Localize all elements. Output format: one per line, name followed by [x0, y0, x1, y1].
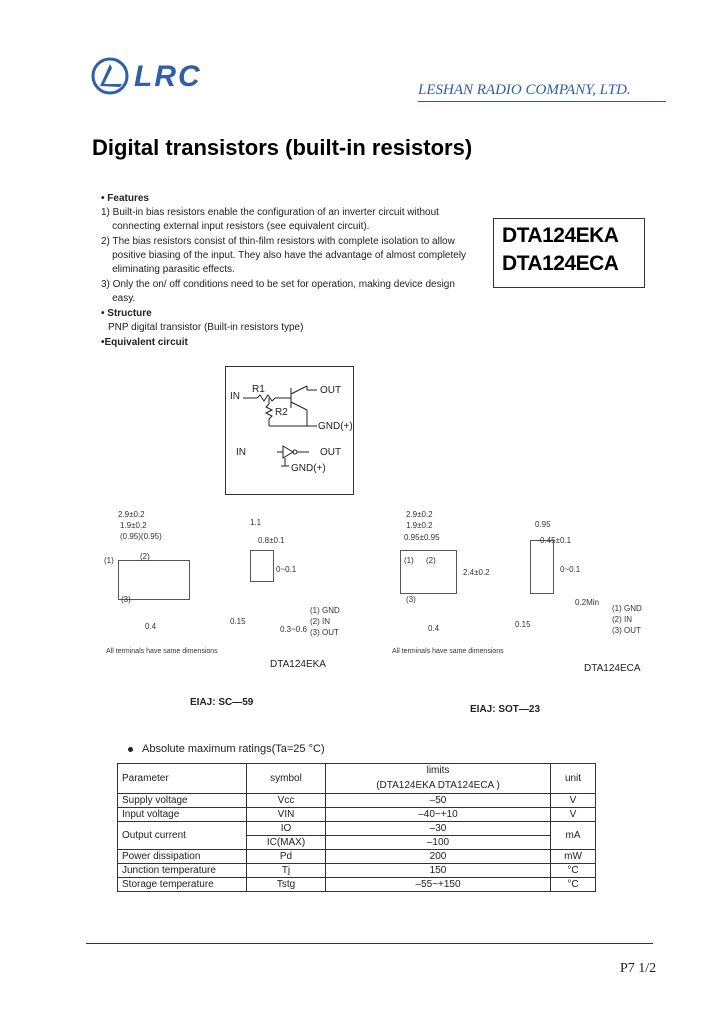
- cell-param: Output current: [118, 822, 247, 850]
- table-row: [118, 794, 596, 808]
- footer-divider: [86, 943, 653, 944]
- feature-line: 3) Only the on/ off conditions need to be set for operation, making device design: [101, 279, 455, 290]
- header-limits-sub: (DTA124EKA DTA124ECA ): [326, 777, 551, 794]
- cell-symbol: IC(MAX): [247, 836, 326, 850]
- cell-symbol: IO: [247, 822, 326, 836]
- cell-symbol: Tstg: [247, 878, 326, 892]
- package-pin-number: (1): [104, 556, 114, 565]
- cell-value: –30: [326, 822, 551, 836]
- cell-param: Storage temperature: [118, 878, 247, 892]
- package-note: All terminals have same dimensions: [392, 648, 504, 655]
- package-outline-left: [118, 560, 190, 600]
- circuit-gnd-label: GND(+): [318, 421, 353, 432]
- cell-param: Input voltage: [118, 808, 247, 822]
- cell-unit: °C: [551, 864, 596, 878]
- circuit-r2-label: R2: [275, 407, 288, 418]
- package-dim: (0.95)(0.95): [120, 532, 162, 541]
- table-row: [118, 808, 596, 822]
- package-dim: 0.2Min: [575, 598, 600, 607]
- table-header-row: [118, 764, 596, 778]
- bullet-icon: [128, 747, 133, 752]
- table-row: [118, 864, 596, 878]
- package-dim: 1.9±0.2: [120, 521, 147, 530]
- package-dim: 2.9±0.2: [118, 510, 145, 519]
- cell-value: –50: [326, 794, 551, 808]
- cell-value: 150: [326, 864, 551, 878]
- package-dim: 0~0.1: [276, 565, 297, 574]
- cell-param: Supply voltage: [118, 794, 247, 808]
- package-pin-number: (3): [406, 595, 416, 604]
- ratings-table: [117, 763, 596, 892]
- circuit-in-label: IN: [230, 391, 240, 402]
- package-pin-number: (2): [426, 556, 436, 565]
- package-note: All terminals have same dimensions: [106, 648, 218, 655]
- package-dim: 0.4: [145, 622, 157, 631]
- cell-symbol: Pd: [247, 850, 326, 864]
- package-dim: 2.4±0.2: [463, 568, 490, 577]
- package-pin-label: (2) IN: [310, 617, 330, 626]
- cell-unit: mA: [551, 822, 596, 850]
- company-name: LESHAN RADIO COMPANY, LTD.: [418, 82, 631, 98]
- circuit-out-label: OUT: [320, 385, 342, 396]
- page-title: Digital transistors (built-in resistors): [92, 135, 473, 160]
- package-side-left: [250, 550, 274, 582]
- package-dim: 0~0.1: [560, 565, 581, 574]
- header-symbol: symbol: [247, 764, 326, 794]
- eiaj-label: EIAJ: SC—59: [190, 697, 254, 708]
- lrc-logo-icon: [90, 56, 132, 96]
- cell-symbol: Tj: [247, 864, 326, 878]
- package-pin-label: (1) GND: [612, 604, 642, 613]
- cell-value: 200: [326, 850, 551, 864]
- feature-line: positive biasing of the input. They also have the advantage of almost completely: [101, 250, 467, 261]
- structure-text: PNP digital transistor (Built-in resistors type): [108, 322, 304, 333]
- package-pin-label: (3) OUT: [612, 626, 641, 635]
- package-dim: 0.95: [535, 520, 551, 529]
- page-number: P7 1/2: [620, 961, 657, 976]
- table-row: [118, 878, 596, 892]
- feature-line: 2) The bias resistors consist of thin-film resistors with complete isolation to allow: [101, 236, 455, 247]
- cell-unit: °C: [551, 878, 596, 892]
- cell-value: –55~+150: [326, 878, 551, 892]
- eiaj-label: EIAJ: SOT—23: [470, 704, 541, 715]
- header-parameter: Parameter: [118, 764, 247, 794]
- circuit-gnd-label-2: GND(+): [291, 463, 326, 474]
- package-pin-number: (2): [140, 552, 150, 561]
- package-pin-label: (2) IN: [612, 615, 632, 624]
- package-dim: 0.8±0.1: [258, 536, 285, 545]
- package-side-right: [530, 540, 554, 594]
- header-unit: unit: [551, 764, 596, 794]
- package-pin-label: (1) GND: [310, 606, 340, 615]
- cell-value: –40~+10: [326, 808, 551, 822]
- feature-line: connecting external input resistors (see equivalent circuit).: [101, 221, 370, 232]
- circuit-out-label-2: OUT: [320, 447, 342, 458]
- table-row: [118, 822, 596, 836]
- cell-param: Junction temperature: [118, 864, 247, 878]
- part-number: DTA124ECA: [502, 252, 619, 275]
- features-heading: • Features: [101, 193, 149, 204]
- package-dim: 1.1: [250, 518, 262, 527]
- package-dim: 0.95±0.95: [404, 533, 440, 542]
- package-name: DTA124ECA: [584, 663, 641, 674]
- cell-unit: V: [551, 808, 596, 822]
- table-row: [118, 850, 596, 864]
- package-pin-number: (3): [121, 595, 131, 604]
- package-dim: 0.45±0.1: [540, 536, 572, 545]
- package-dim: 0.4: [428, 624, 440, 633]
- part-number: DTA124EKA: [502, 224, 619, 247]
- cell-param: Power dissipation: [118, 850, 247, 864]
- package-dim: 0.3~0.6: [280, 625, 307, 634]
- cell-symbol: VIN: [247, 808, 326, 822]
- company-underline: [418, 101, 666, 102]
- package-dim: 2.9±0.2: [406, 510, 433, 519]
- feature-line: 1) Built-in bias resistors enable the configuration of an inverter circuit without: [101, 207, 439, 218]
- cell-unit: mW: [551, 850, 596, 864]
- cell-symbol: Vcc: [247, 794, 326, 808]
- ratings-heading: Absolute maximum ratings(Ta=25 °C): [142, 743, 325, 755]
- circuit-r1-label: R1: [252, 384, 265, 395]
- cell-unit: V: [551, 794, 596, 808]
- package-pin-number: (1): [404, 556, 414, 565]
- logo-text: LRC: [134, 60, 202, 93]
- package-dim: 1.9±0.2: [406, 521, 433, 530]
- package-pin-label: (3) OUT: [310, 628, 339, 637]
- package-dim: 0.15: [515, 620, 531, 629]
- equivalent-circuit-heading: •Equivalent circuit: [101, 337, 188, 348]
- feature-line: eliminating parasitic effects.: [101, 264, 235, 275]
- cell-value: –100: [326, 836, 551, 850]
- feature-line: easy.: [101, 293, 136, 304]
- package-dim: 0.15: [230, 617, 246, 626]
- package-name: DTA124EKA: [270, 659, 326, 670]
- structure-heading: • Structure: [101, 308, 152, 319]
- header-limits: limits: [326, 764, 551, 778]
- circuit-in-label-2: IN: [236, 447, 246, 458]
